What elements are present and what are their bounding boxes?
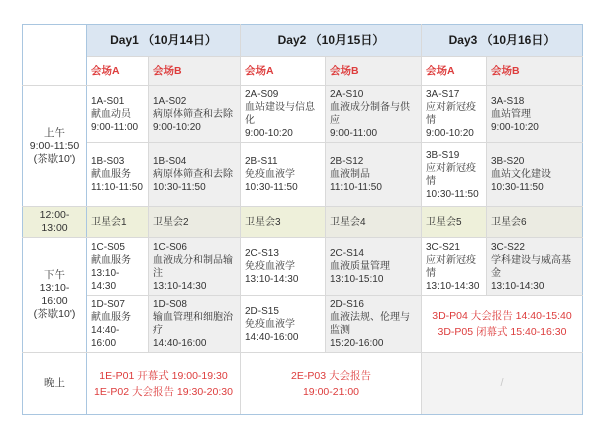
session-cell-2C-S13 xyxy=(241,238,326,296)
afternoon-break-label: (茶歇10') xyxy=(33,308,76,320)
evening-line-1: 2E-P03 大会报告 xyxy=(291,369,371,382)
time-label-morning xyxy=(23,86,87,207)
venue-header-day1-a: 会场A xyxy=(87,57,149,86)
satellite-row xyxy=(23,207,583,238)
session-cell-3C-S21 xyxy=(422,238,487,296)
session-time: 13:10-15:10 xyxy=(330,274,384,285)
session-cell-2B-S11 xyxy=(241,143,326,207)
session-code: 2B-S11 xyxy=(245,156,278,167)
satellite-cell-4: 卫星会4 xyxy=(326,207,422,238)
day3-header: Day3 （10月16日） xyxy=(422,25,583,57)
day2-evening-cell xyxy=(241,353,422,415)
session-code: 2B-S12 xyxy=(330,156,364,167)
session-cell-3C-S22 xyxy=(487,238,583,296)
evening-line-2: 1E-P02 大会报告 19:30-20:30 xyxy=(94,385,233,398)
session-title: 血液法规、伦理与监测 xyxy=(330,312,410,336)
session-title: 应对新冠疫情 xyxy=(426,254,476,279)
venue-header-row xyxy=(23,57,583,86)
morning-break-label: (茶歇10') xyxy=(33,152,76,165)
day1-header: Day1 （10月14日） xyxy=(87,25,241,57)
day1-evening-cell xyxy=(87,353,241,415)
session-code: 1D-S07 xyxy=(91,299,125,310)
session-title: 应对新冠疫情 xyxy=(426,102,476,126)
session-time: 9:00-11:00 xyxy=(330,128,378,139)
session-time: 9:00-10:20 xyxy=(153,121,201,133)
session-time: 14:40-16:00 xyxy=(91,325,120,349)
session-code: 2A-S10 xyxy=(330,89,364,100)
morning-slot1-row xyxy=(23,86,583,143)
satellite-cell-1: 卫星会1 xyxy=(87,207,149,238)
session-time: 9:00-10:20 xyxy=(426,128,474,139)
session-time: 13:10-14:30 xyxy=(491,280,545,292)
session-title: 血站建设与信息化 xyxy=(245,102,315,126)
satellite-cell-3: 卫星会3 xyxy=(241,207,326,238)
session-code: 1B-S03 xyxy=(91,156,125,167)
afternoon-slot2-row xyxy=(23,296,583,353)
session-time: 11:10-11:50 xyxy=(91,182,143,193)
session-code: 3A-S18 xyxy=(491,95,525,107)
session-title: 献血服务 xyxy=(91,254,131,266)
session-time: 10:30-11:50 xyxy=(153,182,206,193)
session-title: 免疫血液学 xyxy=(245,261,295,272)
session-title: 献血动员 xyxy=(91,108,131,120)
session-title: 血站文化建设 xyxy=(491,169,551,180)
session-code: 2D-S15 xyxy=(245,305,279,317)
session-cell-1B-S03 xyxy=(87,143,149,207)
session-title: 病原体筛查和去除 xyxy=(153,108,233,120)
session-cell-1A-S01 xyxy=(87,86,149,143)
session-time: 13:10-14:30 xyxy=(91,267,120,292)
session-time: 14:40-16:00 xyxy=(245,331,299,343)
session-time: 9:00-11:00 xyxy=(91,121,139,133)
session-cell-1C-S06 xyxy=(149,238,241,296)
session-time: 10:30-11:50 xyxy=(245,182,298,193)
session-time: 13:10-14:30 xyxy=(153,280,207,292)
session-code: 2C-S13 xyxy=(245,248,279,259)
session-cell-3B-S19 xyxy=(422,143,487,207)
morning-slot2-row xyxy=(23,143,583,207)
afternoon-slot1-row xyxy=(23,238,583,296)
session-cell-1D-S08 xyxy=(149,296,241,353)
plenary-line-2: 3D-P05 闭幕式 15:40-16:30 xyxy=(437,326,567,338)
plenary-line-1: 3D-P04 大会报告 14:40-15:40 xyxy=(432,310,572,322)
session-title: 免疫血液学 xyxy=(245,318,295,330)
schedule-table xyxy=(22,24,583,415)
time-label-evening: 晚上 xyxy=(23,353,87,415)
session-code: 2D-S16 xyxy=(330,299,364,310)
afternoon-time-label: 13:10-16:00 xyxy=(39,282,70,307)
venue-header-day2-a: 会场A xyxy=(241,57,326,86)
session-title: 献血服务 xyxy=(91,312,131,323)
session-title: 血液成分和制品输注 xyxy=(153,254,233,279)
session-time: 10:30-11:50 xyxy=(426,188,479,200)
session-title: 血液质量管理 xyxy=(330,261,390,272)
session-cell-1A-S02 xyxy=(149,86,241,143)
venue-header-day1-b: 会场B xyxy=(149,57,241,86)
session-time: 13:10-14:30 xyxy=(426,280,480,292)
session-code: 2A-S09 xyxy=(245,89,279,100)
session-title: 免疫血液学 xyxy=(245,169,295,180)
session-title: 血液制品 xyxy=(330,169,370,180)
session-title: 病原体筛查和去除 xyxy=(153,169,233,180)
session-time: 9:00-10:20 xyxy=(491,121,539,133)
session-code: 1A-S01 xyxy=(91,95,125,107)
session-code: 3C-S22 xyxy=(491,241,525,253)
session-time: 10:30-11:50 xyxy=(491,182,544,193)
session-code: 1D-S08 xyxy=(153,299,187,310)
afternoon-period-label: 下午 xyxy=(44,269,65,281)
venue-header-day2-b: 会场B xyxy=(326,57,422,86)
session-time: 15:20-16:00 xyxy=(330,338,384,349)
satellite-cell-5: 卫星会5 xyxy=(422,207,487,238)
session-time: 13:10-14:30 xyxy=(245,274,299,285)
session-cell-3A-S18 xyxy=(487,86,583,143)
session-code: 1A-S02 xyxy=(153,95,187,107)
session-cell-1C-S05 xyxy=(87,238,149,296)
session-code: 3C-S21 xyxy=(426,241,460,253)
session-code: 3A-S17 xyxy=(426,89,460,100)
day-header-row xyxy=(23,25,583,57)
session-cell-2D-S15 xyxy=(241,296,326,353)
corner-cell xyxy=(23,25,87,86)
day2-header: Day2 （10月15日） xyxy=(241,25,422,57)
session-cell-3A-S17 xyxy=(422,86,487,143)
session-time: 9:00-10:20 xyxy=(245,128,293,139)
day3-evening-empty-cell: / xyxy=(422,353,583,415)
session-title: 献血服务 xyxy=(91,169,131,180)
session-cell-2B-S12 xyxy=(326,143,422,207)
session-cell-2A-S09 xyxy=(241,86,326,143)
session-code: 3B-S19 xyxy=(426,149,460,161)
session-cell-1D-S07 xyxy=(87,296,149,353)
session-code: 1B-S04 xyxy=(153,156,187,167)
session-time: 14:40-16:00 xyxy=(153,338,207,349)
session-cell-3B-S20 xyxy=(487,143,583,207)
morning-time-label: 9:00-11:50 xyxy=(29,139,80,152)
evening-line-2: 19:00-21:00 xyxy=(302,385,360,398)
morning-period-label: 上午 xyxy=(44,126,65,139)
session-cell-2C-S14 xyxy=(326,238,422,296)
session-cell-2A-S10 xyxy=(326,86,422,143)
day3-plenary-cell xyxy=(422,296,583,353)
session-time: 11:10-11:50 xyxy=(330,182,382,193)
session-title: 输血管理和细胞治疗 xyxy=(153,312,233,336)
session-code: 2C-S14 xyxy=(330,248,364,259)
session-title: 学科建设与威高基金 xyxy=(491,254,571,279)
time-label-noon: 12:00-13:00 xyxy=(23,207,87,238)
evening-line-1: 1E-P01 开幕式 19:00-19:30 xyxy=(99,369,228,382)
venue-header-day3-b: 会场B xyxy=(487,57,583,86)
venue-header-day3-a: 会场A xyxy=(422,57,487,86)
session-title: 血站管理 xyxy=(491,108,531,120)
session-cell-1B-S04 xyxy=(149,143,241,207)
session-code: 3B-S20 xyxy=(491,156,525,167)
session-code: 1C-S05 xyxy=(91,241,125,253)
time-label-afternoon xyxy=(23,238,87,353)
session-title: 应对新冠疫情 xyxy=(426,162,476,187)
session-code: 1C-S06 xyxy=(153,241,187,253)
session-title: 血液成分制备与供应 xyxy=(330,102,410,126)
session-cell-2D-S16 xyxy=(326,296,422,353)
satellite-cell-6: 卫星会6 xyxy=(487,207,583,238)
satellite-cell-2: 卫星会2 xyxy=(149,207,241,238)
evening-row xyxy=(23,353,583,415)
